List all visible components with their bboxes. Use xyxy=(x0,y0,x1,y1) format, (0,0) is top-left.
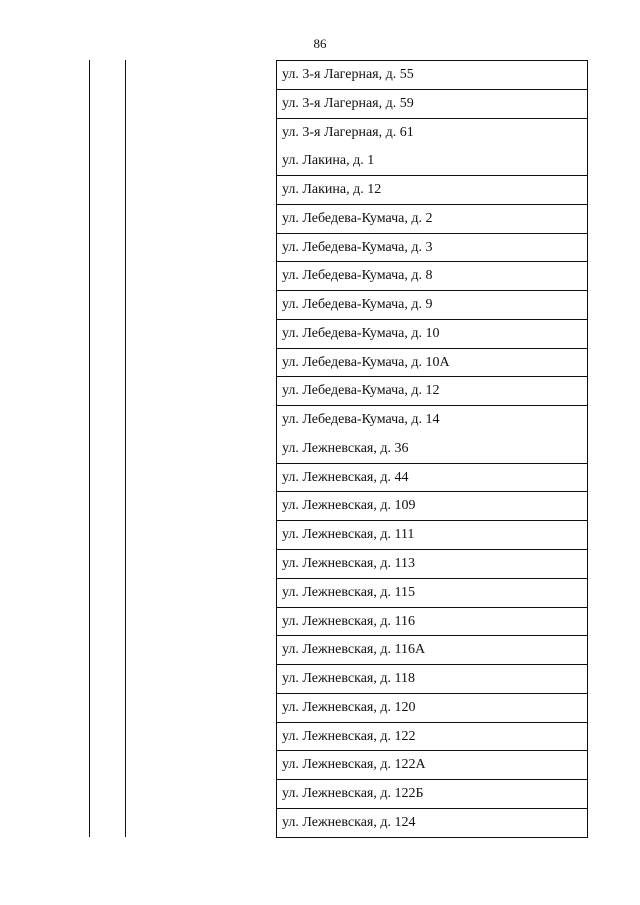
table-row: ул. Лежневская, д. 116 xyxy=(277,607,587,636)
table-row: ул. Лежневская, д. 122Б xyxy=(277,779,587,808)
table-row: ул. 3-я Лагерная, д. 55 xyxy=(277,60,587,89)
table-row: ул. Лебедева-Кумача, д. 8 xyxy=(277,261,587,290)
table-row: ул. Лежневская, д. 122А xyxy=(277,750,587,779)
table-row: ул. Лежневская, д. 118 xyxy=(277,664,587,693)
page-number: 86 xyxy=(313,36,327,51)
table-row: ул. Лежневская, д. 115 xyxy=(277,578,587,607)
table-row: ул. Лежневская, д. 124 xyxy=(277,808,587,837)
address-table xyxy=(276,60,588,838)
table-row: ул. Лебедева-Кумача, д. 2 xyxy=(277,204,587,233)
table-row: ул. Лежневская, д. 36 xyxy=(282,440,409,456)
table-row: ул. Лежневская, д. 111 xyxy=(277,520,587,549)
table-row: ул. Лебедева-Кумача, д. 9 xyxy=(277,290,587,319)
table-row: ул. Лебедева-Кумача, д. 12 xyxy=(277,376,587,405)
table-row: ул. Лежневская, д. 113 xyxy=(277,549,587,578)
table-row: ул. 3-я Лагерная, д. 59 xyxy=(277,89,587,118)
table-row: ул. Лежневская, д. 122 xyxy=(277,722,587,751)
table-row: ул. 3-я Лагерная, д. 61 xyxy=(277,118,587,147)
table-row: ул. Лежневская, д. 109 xyxy=(277,491,587,520)
table-row: ул. Лебедева-Кумача, д. 10 xyxy=(277,319,587,348)
table-row: ул. Лакина, д. 1 xyxy=(282,153,375,169)
table-row: ул. Лебедева-Кумача, д. 10А xyxy=(277,348,587,377)
table-row: ул. Лежневская, д. 120 xyxy=(277,693,587,722)
table-column-divider-left xyxy=(89,60,90,837)
table-row: ул. Лежневская, д. 44 xyxy=(277,463,587,492)
table-row: ул. Лежневская, д. 116А xyxy=(277,635,587,664)
table-row: ул. Лакина, д. 12 xyxy=(277,175,587,204)
table-row: ул. Лебедева-Кумача, д. 3 xyxy=(277,233,587,262)
table-column-divider-middle xyxy=(125,60,126,837)
table-row: ул. Лебедева-Кумача, д. 14 xyxy=(277,405,587,434)
